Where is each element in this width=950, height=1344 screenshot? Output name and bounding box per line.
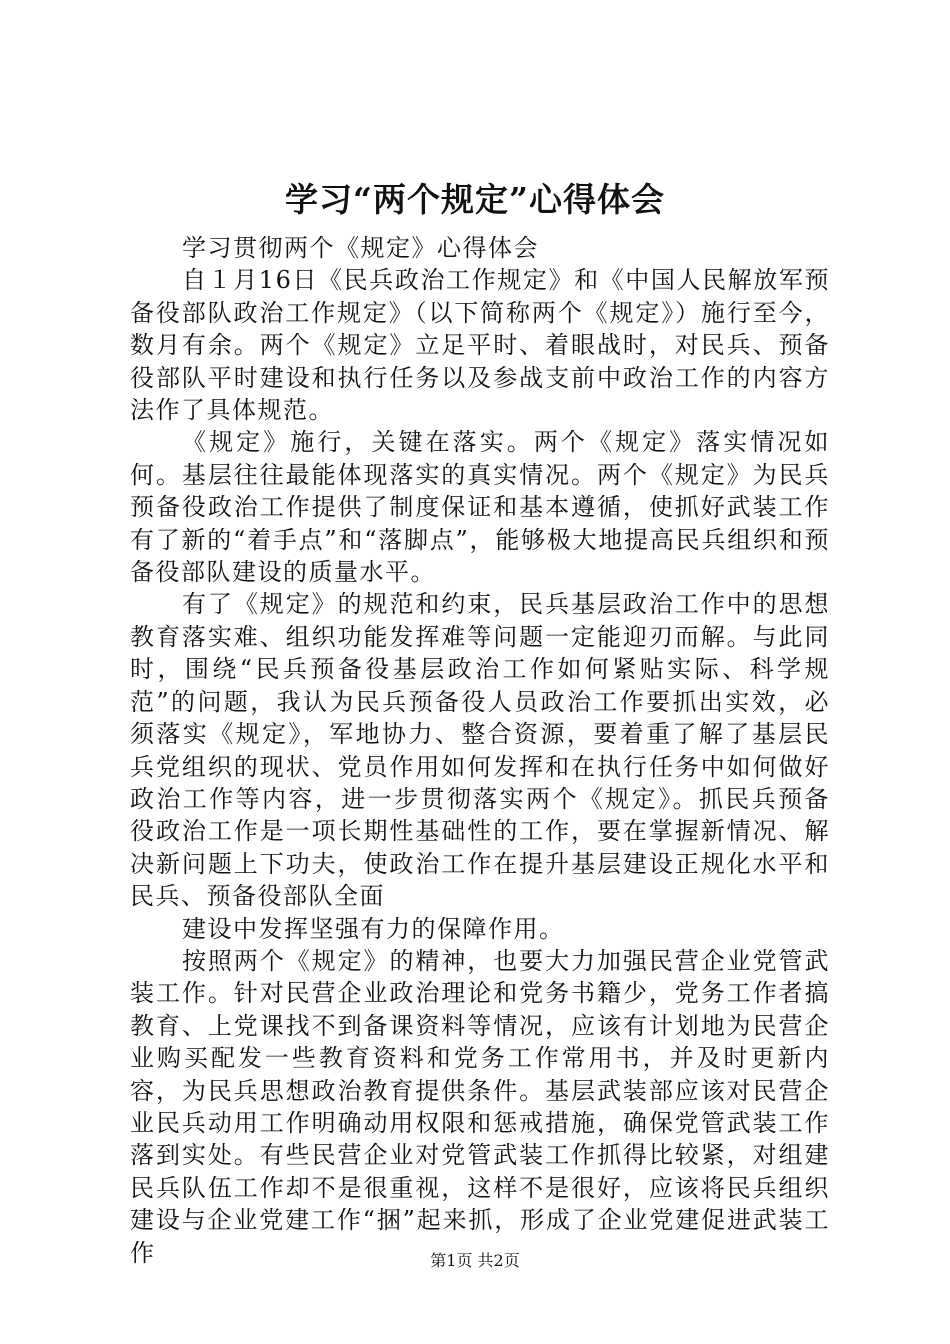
document-title: 学习“两个规定”心得体会 <box>285 180 665 219</box>
document-body <box>130 232 830 1269</box>
paragraph: 按照两个《规定》的精神，也要大力加强民营企业党管武装工作。针对民营企业政治理论和党务书籍少，党务工作者搞教育、上党课找不到备课资料等情况，应该有计划地为民营企业购买配发一些教育资料和党务工作常用书，并及时更新内容，为民兵思想政治教育提供条件。基层武装部应该对民营企业民兵动用工作明确动用权限和惩戒措施，确保党管武装工作落到实处。有些民营企业对党管武装工作抓得比较紧，对组建民兵队伍工作却不是很重视，这样不是很好，应该将民兵组织建设与企业党建工作“捆”起来抓，形成了企业党建促进武装工作 <box>130 946 830 1267</box>
page-number-footer: 第1页 共2页 <box>430 1251 520 1270</box>
paragraph: 《规定》施行，关键在落实。两个《规定》落实情况如何。基层往往最能体现落实的真实情况。两个《规定》为民兵预备役政治工作提供了制度保证和基本遵循，使抓好武装工作有了新的“着手点”和“落脚点”，能够极大地提高民兵组织和预备役部队建设的质量水平。 <box>130 428 830 587</box>
paragraph: 自１月16日《民兵政治工作规定》和《中国人民解放军预备役部队政治工作规定》（以下简称两个《规定》）施行至今，数月有余。两个《规定》立足平时、着眼战时，对民兵、预备役部队平时建设和执行任务以及参战支前中政治工作的内容方法作了具体规范。 <box>130 266 830 425</box>
paragraph: 有了《规定》的规范和约束，民兵基层政治工作中的思想教育落实难、组织功能发挥难等问题一定能迎刃而解。与此同时，围绕“民兵预备役基层政治工作如何紧贴实际、科学规范”的问题，我认为民兵预备役人员政治工作要抓出实效，必须落实《规定》，军地协力、整合资源，要着重了解了基层民兵党组织的现状、党员作用如何发挥和在执行任务中如何做好政治工作等内容，进一步贯彻落实两个《规定》。抓民兵预备役政治工作是一项长期性基础性的工作，要在掌握新情况、解决新问题上下功夫，使政治工作在提升基层建设正规化水平和民兵、预备役部队全面 <box>130 590 830 911</box>
paragraph: 建设中发挥坚强有力的保障作用。 <box>182 914 565 943</box>
paragraph-subtitle: 学习贯彻两个《规定》心得体会 <box>182 234 539 262</box>
